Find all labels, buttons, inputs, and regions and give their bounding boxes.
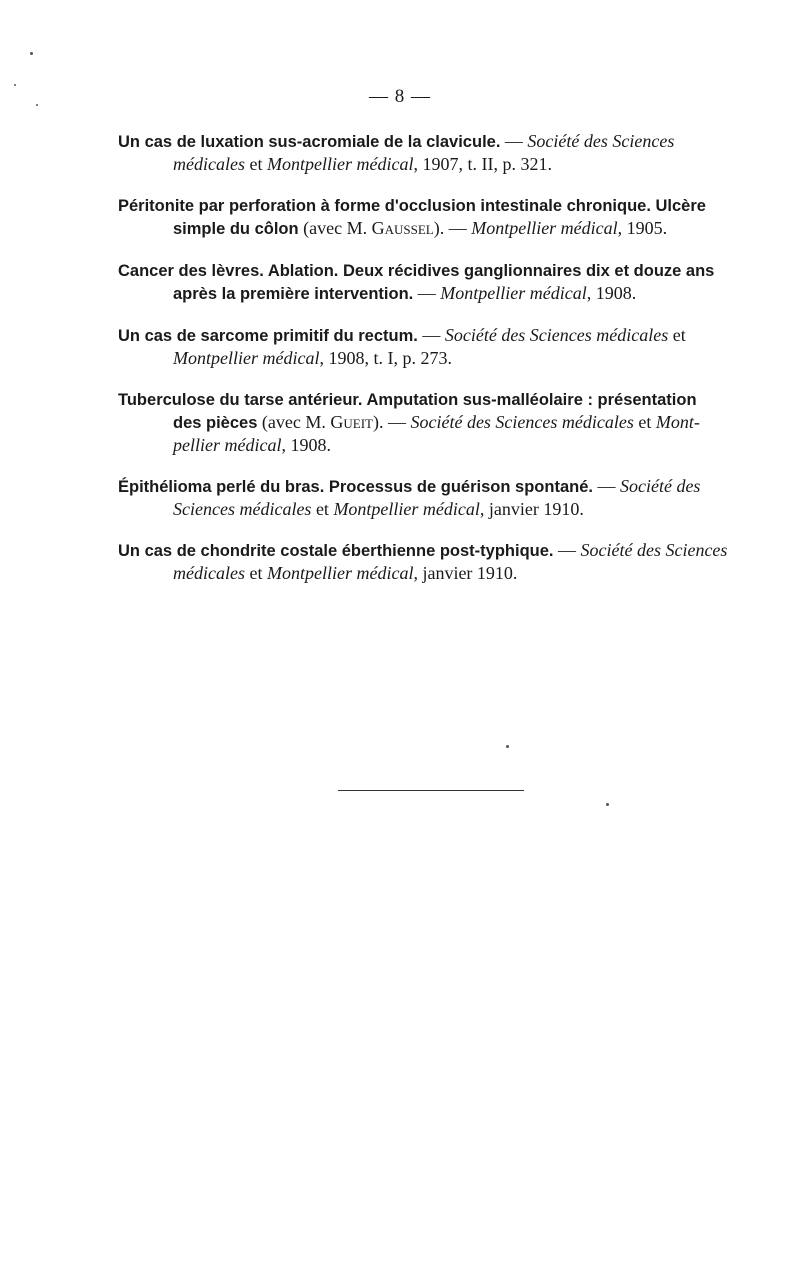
entry-line (118, 259, 742, 282)
entry-line (118, 434, 742, 456)
entry-title-text: Tuberculose du tarse antérieur. Amputation sus-malléolaire : présentation (118, 391, 697, 409)
entry-line (118, 217, 742, 240)
citation-text: , 1905. (617, 218, 668, 238)
journal-name-text: Montpellier médical (173, 348, 320, 368)
entry-title-text: Un cas de chondrite costale éberthienne post-typhique. (118, 542, 554, 560)
entry-line (118, 498, 742, 520)
journal-name-text: Société des Sciences médicales (444, 325, 669, 345)
author-name-text: Gaussel (371, 218, 434, 238)
entry-line (118, 130, 742, 153)
journal-name-text: pellier médical (173, 435, 282, 455)
journal-name-text: Montpellier médical (333, 499, 480, 519)
journal-name-text: médicales (173, 154, 245, 174)
entry-line (118, 539, 742, 562)
entry-title-text: Cancer des lèvres. Ablation. Deux récidives ganglionnaires dix et douze ans (118, 262, 715, 280)
journal-name-text: Montpellier médical (471, 218, 618, 238)
citation-text: et (311, 499, 334, 519)
citation-text: , 1908. (281, 435, 331, 455)
entry-title-text: Épithélioma perlé du bras. Processus de guérison spontané. (118, 478, 593, 496)
journal-name-text: Société des Sciences (527, 131, 675, 151)
print-speck (14, 84, 16, 86)
citation-text: , janvier 1910. (413, 563, 518, 583)
entry-title-text: simple du côlon (173, 220, 299, 238)
journal-name-text: Société des (619, 476, 701, 496)
journal-name-text: Montpellier médical (266, 563, 414, 583)
bibliography-entry (118, 130, 742, 175)
bibliography-list (118, 130, 742, 603)
entry-title-text: Un cas de sarcome primitif du rectum. (118, 327, 418, 345)
journal-name-text: Société des Sciences (580, 540, 728, 560)
citation-text: — (417, 325, 445, 345)
entry-title-text: Péritonite par perforation à forme d'occlusion intestinale chronique. Ulcère (118, 197, 706, 215)
citation-text: et (244, 563, 267, 583)
citation-text: — (413, 283, 441, 303)
print-speck (606, 803, 609, 806)
citation-text: et (244, 154, 267, 174)
bibliography-entry (118, 324, 742, 369)
closing-rule (338, 790, 524, 791)
entry-title-text: après la première intervention. (173, 285, 414, 303)
citation-text: , 1907, t. II, p. 321. (413, 154, 552, 174)
author-name-text: Gueit (330, 412, 373, 432)
page-number: — 8 — (369, 86, 431, 107)
entry-line (118, 388, 742, 411)
entry-line (118, 411, 742, 434)
entry-line (118, 194, 742, 217)
bibliography-entry (118, 259, 742, 305)
citation-text: — (592, 476, 620, 496)
print-speck (506, 745, 509, 748)
entry-line (118, 347, 742, 369)
citation-text: ). — (372, 412, 411, 432)
bibliography-entry (118, 388, 742, 456)
journal-name-text: Société des Sciences médicales (410, 412, 634, 432)
entry-line (118, 475, 742, 498)
print-speck (36, 104, 38, 106)
entry-title-text: des pièces (173, 414, 258, 432)
citation-text: , janvier 1910. (479, 499, 584, 519)
citation-text: et (633, 412, 656, 432)
citation-text: (avec M. (257, 412, 331, 432)
citation-text: ). — (433, 218, 472, 238)
bibliography-entry (118, 475, 742, 520)
citation-text: , 1908. (586, 283, 637, 303)
journal-name-text: Mont- (655, 412, 700, 432)
entry-title-text: Un cas de luxation sus-acromiale de la clavicule. (118, 133, 501, 151)
citation-text: (avec M. (298, 218, 372, 238)
entry-line (118, 324, 742, 347)
entry-line (118, 562, 742, 584)
citation-text: — (500, 131, 528, 151)
journal-name-text: Sciences médicales (173, 499, 312, 519)
entry-line (118, 282, 742, 305)
bibliography-entry (118, 194, 742, 240)
citation-text: — (553, 540, 581, 560)
citation-text: , 1908, t. I, p. 273. (319, 348, 452, 368)
journal-name-text: Montpellier médical (266, 154, 414, 174)
print-speck (30, 52, 33, 55)
bibliography-entry (118, 539, 742, 584)
journal-name-text: médicales (173, 563, 245, 583)
entry-line (118, 153, 742, 175)
citation-text: et (668, 325, 686, 345)
journal-name-text: Montpellier médical (440, 283, 587, 303)
